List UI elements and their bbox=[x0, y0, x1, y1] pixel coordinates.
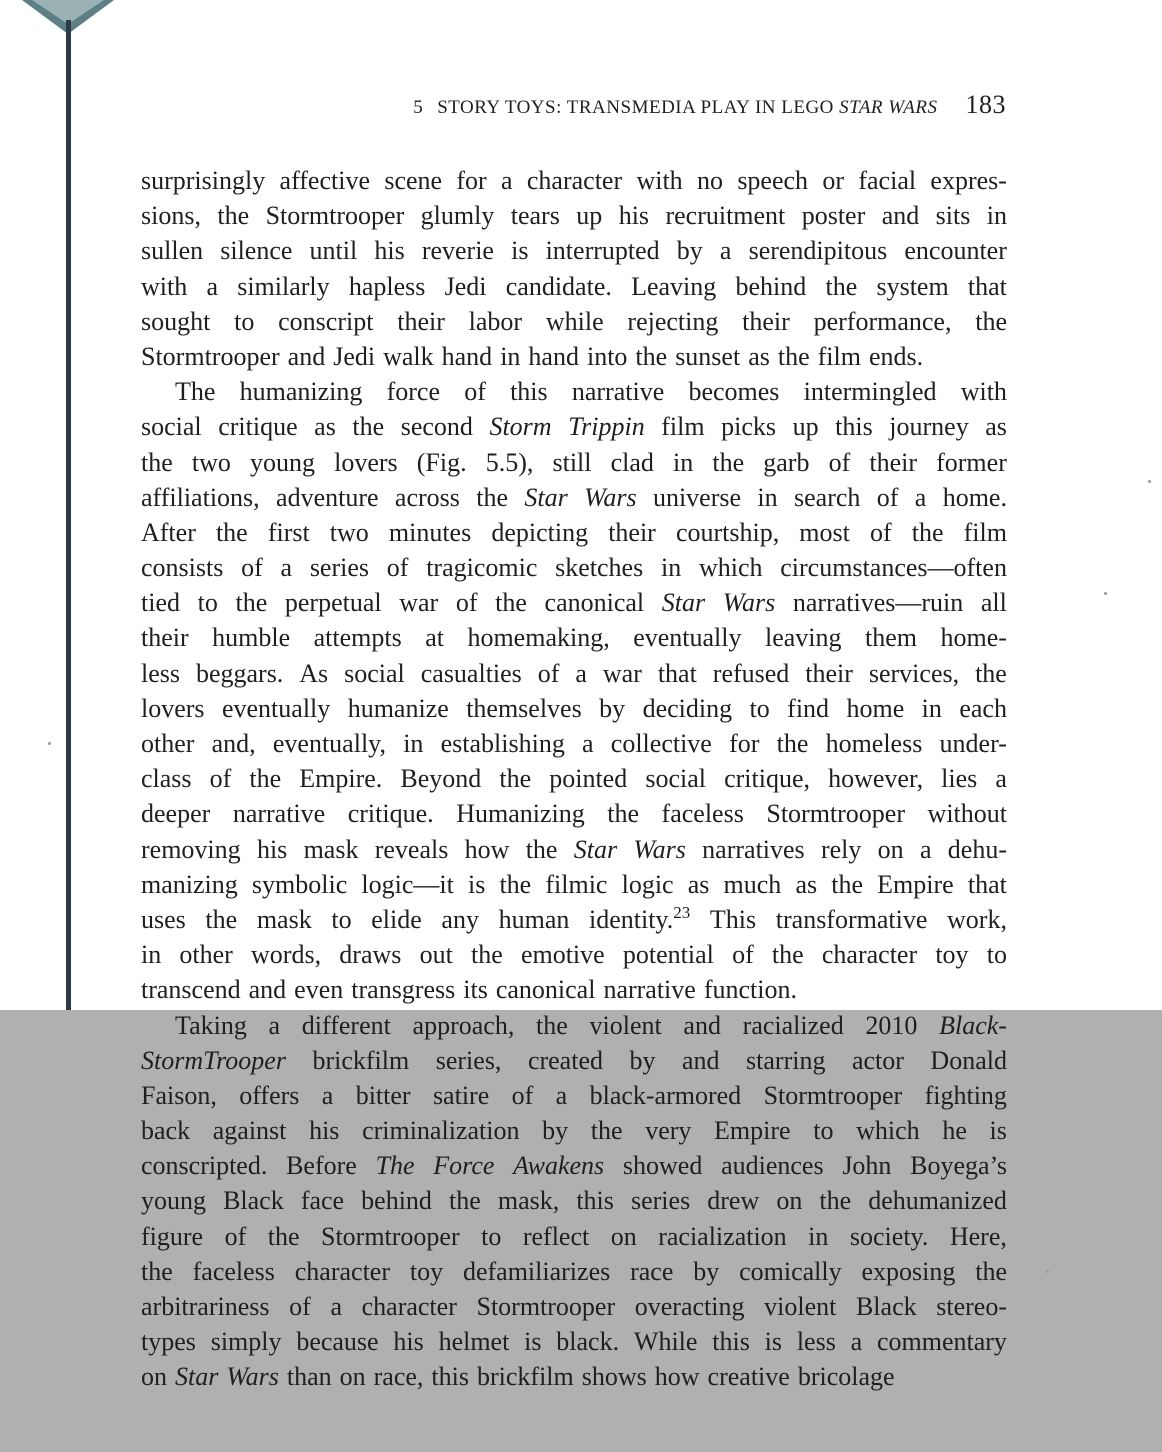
text-line: Stormtrooper and Jedi walk hand in hand into the sunset as the film ends. bbox=[141, 341, 924, 371]
text-line: the faceless character toy defamiliarizes race by comically exposing the bbox=[141, 1256, 1007, 1286]
text-line: deeper narrative critique. Humanizing the faceless Stormtrooper without bbox=[141, 799, 1007, 829]
scan-speck bbox=[1046, 1270, 1049, 1273]
text-line: back against his criminalization by the very Empire to which he is bbox=[141, 1116, 1007, 1146]
text-line: transcend and even transgress its canonical narrative function. bbox=[141, 975, 797, 1005]
text-line: Faison, offers a bitter satire of a black-armored Stormtrooper fighting bbox=[141, 1080, 1007, 1110]
running-header bbox=[140, 90, 1006, 124]
chapter-title: STORY TOYS: TRANSMEDIA PLAY IN LEGO STAR WARS bbox=[437, 97, 938, 118]
text-line: affiliations, adventure across the Star Wars universe in search of a home. bbox=[141, 482, 1007, 512]
text-line: arbitrariness of a character Stormtrooper overacting violent Black stereo- bbox=[141, 1292, 1007, 1321]
text-line: in other words, draws out the emotive potential of the character toy to bbox=[141, 940, 1007, 970]
scan-speck bbox=[1148, 480, 1151, 483]
text-line: young Black face behind the mask, this series drew on the dehumanized bbox=[141, 1186, 1007, 1216]
text-line: figure of the Stormtrooper to reflect on racialization in society. Here, bbox=[141, 1221, 1007, 1251]
text-line: on Star Wars than on race, this brickfilm shows how creative bricolage bbox=[141, 1362, 895, 1392]
text-line: tied to the perpetual war of the canonical Star Wars narratives—ruin all bbox=[141, 588, 1007, 618]
text-line: uses the mask to elide any human identity.$^{23}$ This transformative work, bbox=[141, 902, 1007, 934]
text-line: less beggars. As social casualties of a war that refused their services, the bbox=[141, 658, 1007, 688]
text-line: sought to conscript their labor while rejecting their performance, the bbox=[141, 306, 1007, 336]
text-line: their humble attempts at homemaking, eventually leaving them home- bbox=[141, 623, 1007, 653]
text-line: social critique as the second Storm Trippin film picks up this journey as bbox=[141, 412, 1007, 442]
text-line: consists of a series of tragicomic sketches in which circumstances—often bbox=[141, 553, 1007, 583]
text-line: with a similarly hapless Jedi candidate. Leaving behind the system that bbox=[141, 271, 1007, 301]
text-line: the two young lovers (Fig. 5.5), still clad in the garb of their former bbox=[141, 447, 1007, 477]
page-number: 183 bbox=[965, 90, 1006, 119]
body-text bbox=[141, 163, 1007, 1395]
text-line: sions, the Stormtrooper glumly tears up his recruitment poster and sits in bbox=[141, 201, 1007, 231]
text-line: other and, eventually, in establishing a collective for the homeless under- bbox=[141, 729, 1007, 758]
scan-speck bbox=[1104, 592, 1107, 595]
scan-speck bbox=[48, 742, 51, 745]
text-line: conscripted. Before The Force Awakens showed audiences John Boyega’s bbox=[141, 1151, 1007, 1181]
text-line: manizing symbolic logic—it is the filmic logic as much as the Empire that bbox=[141, 869, 1007, 899]
chapter-number: 5 bbox=[413, 97, 424, 118]
text-line: StormTrooper brickfilm series, created by and starring actor Donald bbox=[141, 1045, 1007, 1075]
text-line: After the first two minutes depicting their courtship, most of the film bbox=[141, 517, 1007, 547]
text-line: types simply because his helmet is black. While this is less a commentary bbox=[141, 1327, 1007, 1357]
text-line: sullen silence until his reverie is interrupted by a serendipitous encounter bbox=[141, 236, 1007, 266]
text-line: surprisingly affective scene for a character with no speech or facial expres- bbox=[141, 166, 1007, 195]
text-line: class of the Empire. Beyond the pointed social critique, however, lies a bbox=[141, 764, 1007, 794]
text-line: removing his mask reveals how the Star Wars narratives rely on a dehu- bbox=[141, 834, 1007, 864]
text-line: The humanizing force of this narrative becomes intermingled with bbox=[175, 377, 1007, 407]
text-line: lovers eventually humanize themselves by deciding to find home in each bbox=[141, 693, 1007, 723]
text-line: Taking a different approach, the violent and racialized 2010 Black- bbox=[175, 1010, 1007, 1040]
